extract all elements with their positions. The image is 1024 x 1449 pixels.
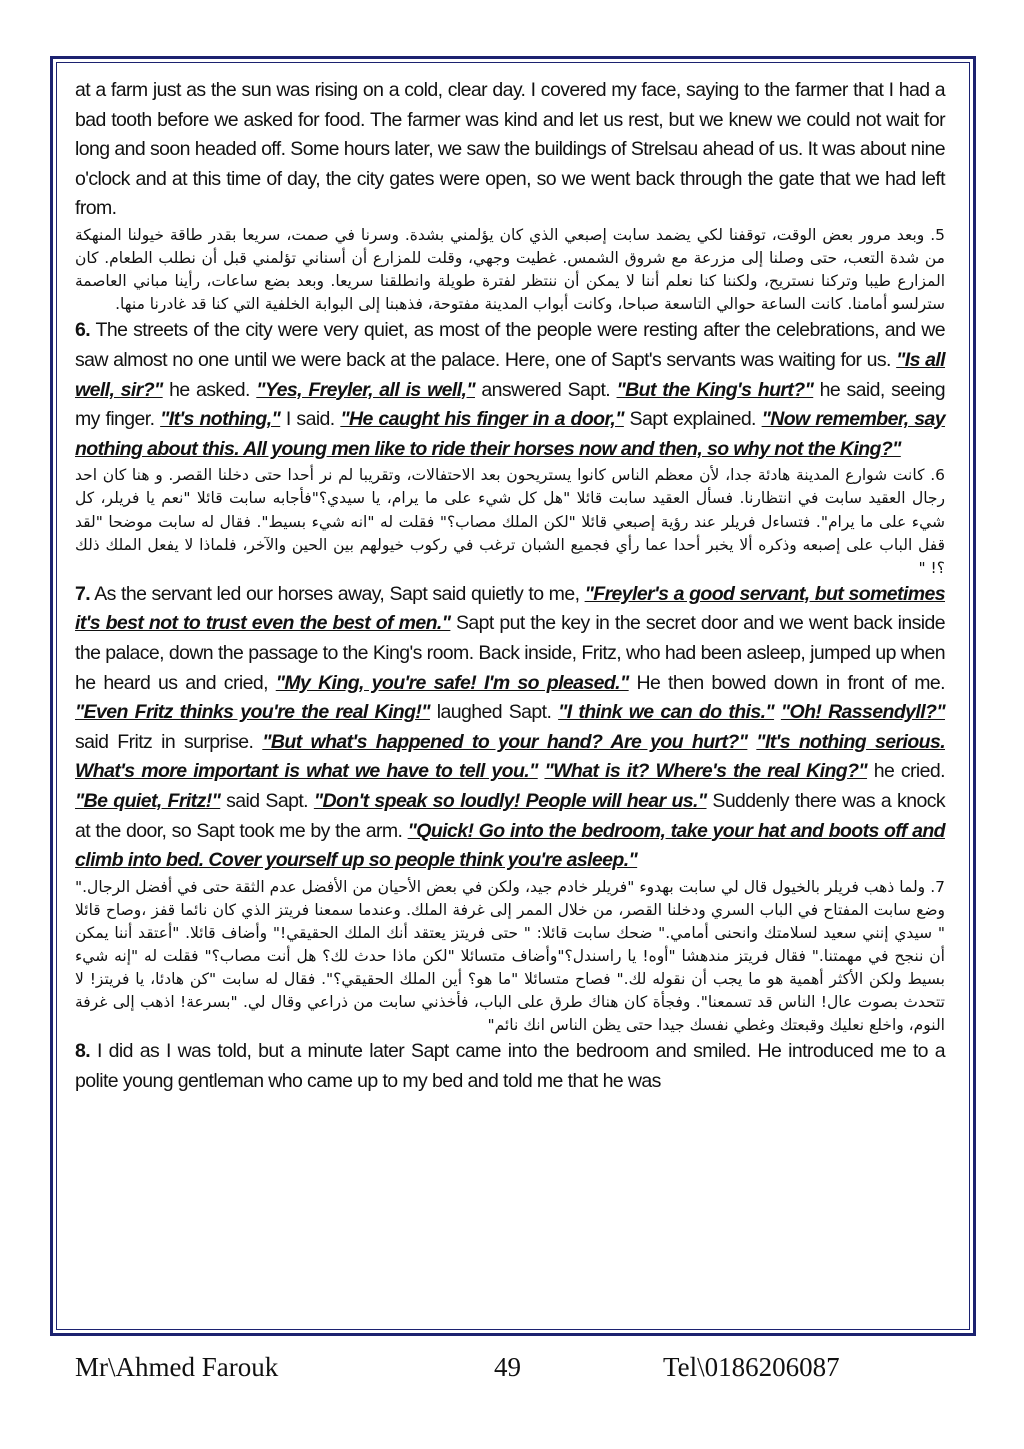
arabic-paragraph	[75, 464, 945, 579]
paragraph-text: He then bowed down in front of me.	[628, 671, 945, 694]
dialogue-quote: "Yes, Freyler, all is well,"	[256, 378, 475, 401]
paragraph-number: 7.	[75, 582, 91, 605]
paragraph-text: said Fritz in surprise.	[75, 730, 263, 753]
paragraph-text: at a farm just as the sun was rising on a cold, clear day. I covered my face, saying to the farmer that I had a bad tooth before we asked for food. The farmer was kind and let us rest, but we knew we could not wait for long and soon headed off. Some hours later, we saw the buildings of Strelsau ahead of us. It was about nine o'clock and at this time of day, the city gates were open, so we went back through the gate that we had left from.	[75, 79, 945, 220]
paragraph-text: he cried.	[867, 760, 945, 783]
paragraph-text: he asked.	[162, 378, 257, 401]
paragraph-text: The streets of the city were very quiet, as most of the people were resting after the celebrations, and we saw almost no one until we were back at the palace. Here, one of Sapt's servants was waiting for us.	[75, 319, 945, 371]
dialogue-quote: "But what's happened to your hand? Are you hurt?"	[262, 730, 748, 753]
footer-phone: Tel\0186206087	[663, 1352, 840, 1382]
paragraph-text	[774, 701, 781, 723]
paragraph-text: 6. كانت شوارع المدينة هادئة جدا، لأن معظم الناس كانوا يستريحون بعد الاحتفالات، وتقريبا لم نر أحدا حتى دخلنا القصر. و هنا كان احد رجال العقيد سابت في انتظارنا. فسأل العقيد سابت قائلا "هل كل شيء على ما يرام، يا سيدي؟"فأجابه سابت قائلا "نعم يا فريلر، كل شيء على ما يرام". فتساءل فريلر عند رؤية إصبعي قائلا "لكن الملك مصاب؟" فقلت له "انه شيء بسيط". فقال له سابت موضحا "لقد قفل الباب على إصبعه وذكره ألا يخبر أحدا عما رأي فجميع الشبان ترغب في ركوب خيولهم بين الحين والآخر، فلماذا لا يفعل الملك ذلك ؟! "	[75, 466, 945, 577]
arabic-paragraph	[75, 876, 945, 1038]
dialogue-quote: "What is it? Where's the real King?"	[544, 760, 868, 783]
dialogue-quote: "Even Fritz thinks you're the real King!"	[75, 701, 430, 724]
footer-page-number: 49	[494, 1352, 521, 1382]
paragraph-text: laughed Sapt.	[429, 701, 559, 724]
english-paragraph	[75, 316, 945, 464]
english-paragraph	[75, 76, 945, 224]
paragraph-text: answered Sapt.	[475, 378, 617, 401]
dialogue-quote: "Quick! Go into the bedroom, take your hat and boots off and climb into bed. Cover yourself up so people think you're asleep."	[75, 819, 945, 872]
dialogue-quote: "But the King's hurt?"	[616, 378, 814, 401]
dialogue-quote: "I think we can do this."	[558, 701, 775, 724]
paragraph-number: 8.	[75, 1040, 91, 1063]
dialogue-quote: "It's nothing,"	[160, 408, 281, 431]
paragraph-text: 7. ولما ذهب فريلر بالخيول قال لي سابت بهدوء "فريلر خادم جيد، ولكن في بعض الأحيان من الأفضل عدم الثقة حتى في أفضل الرجال." وضع سابت المفتاح في الباب السري ودخلنا القصر، من خلال الممر إلى غرفة الملك. وعندما سمعنا فريتز الذي كان نائما قفز ،وصاح قائلا " سيدي إنني سعيد لسلامتك وانحنى أمامي." ضحك سابت قائلا: " حتى فريتز يعتقد أنك الملك الحقيقي!" وأضاف قائلا. "أعتقد أننا يمكن أن ننجح في مهمتنا." فقال فريتز مندهشا "أوه! يا راسندل؟"وأضاف متسائلا "لكن ماذا حدث لك؟ هل أنت مصاب؟" فقلت له "إنه شيء بسيط ولكن الأكثر أهمية هو ما يجب أن نقوله لك." فصاح متسائلا "ما هو؟ أين الملك الحقيقي؟". فقال له سابت "كن هادئا، يا فريتز! لا تتحدث بصوت عال! الناس قد تسمعنا". وفجأة كان هناك طرق على الباب، فأخذني سابت من ذراعي وقال لي. "بسرعة! اذهب إلى غرفة النوم، واخلع نعليك وقبعتك وغطي نفسك جيدا حتى يظن الناس انك نائم"	[75, 877, 945, 1035]
paragraph-text: said Sapt.	[220, 789, 314, 812]
dialogue-quote: "Don't speak so loudly! People will hear us."	[313, 789, 707, 812]
paragraph-text: Sapt put the key in the secret door and we went back inside the palace, down the passage to the King's room. Back inside, Fritz, who had been asleep, jumped up when he heard us and cried,	[75, 612, 945, 694]
paragraph-text: I did as I was told, but a minute later Sapt came into the bedroom and smiled. He introduced me to a polite young gentleman who came up to my bed and told me that he was	[75, 1040, 945, 1092]
dialogue-quote: "It's nothing serious. What's more important is what we have to tell you."	[75, 730, 946, 783]
paragraph-text: he said, seeing my finger.	[75, 378, 945, 431]
footer-author: Mr\Ahmed Farouk	[75, 1352, 279, 1382]
paragraph-text: 5. وبعد مرور بعض الوقت، توقفنا لكي يضمد سابت إصبعي الذي كان يؤلمني بشدة. وسرنا في صمت، سريعا بقدر طاقة خيولنا المنهكة من شدة التعب، حتى وصلنا إلى مزرعة مع شروق الشمس. غطيت وجهي، وقلت للمزارع أن أسناني تؤلمني قبل أن نطلب الطعام. كان المزارع طيبا وتركنا نستريح، ولكننا كنا نعلم أننا لا يمكن أن ننتظر لفترة طويلة وانطلقنا سريعا. وبعد بضع ساعات، رأينا مباني العاصمة سترلسو أمامنا. كانت الساعة حوالي التاسعة صباحا، وكانت أبواب المدينة مفتوحة، فذهبنا إلى البوابة الخلفية التي كنا قد غادرنا منها.	[75, 225, 945, 314]
page-body	[75, 76, 945, 1097]
dialogue-quote: "Oh! Rassendyll?"	[780, 701, 945, 724]
dialogue-quote: "Is all well, sir?"	[75, 348, 945, 401]
paragraph-text: I said.	[280, 408, 341, 431]
dialogue-quote: "Be quiet, Fritz!"	[75, 789, 221, 812]
english-paragraph	[75, 580, 945, 876]
dialogue-quote: "My King, you're safe! I'm so pleased."	[275, 671, 629, 694]
paragraph-number: 6.	[75, 319, 91, 342]
english-paragraph	[75, 1037, 945, 1096]
paragraph-text: Sapt explained.	[623, 408, 762, 431]
paragraph-text	[747, 731, 756, 753]
paragraph-text: As the servant led our horses away, Sapt said quietly to me,	[90, 582, 585, 605]
page-footer	[0, 1352, 1024, 1392]
dialogue-quote: "Freyler's a good servant, but sometimes it's best not to trust even the best of men."	[75, 582, 945, 635]
arabic-paragraph	[75, 224, 945, 316]
dialogue-quote: "He caught his finger in a door,"	[340, 408, 624, 431]
dialogue-quote: "Now remember, say nothing about this. All young men like to ride their horses now and then, so why not the King?"	[75, 408, 945, 460]
paragraph-text: Suddenly there was a knock at the door, so Sapt took me by the arm.	[75, 789, 945, 842]
